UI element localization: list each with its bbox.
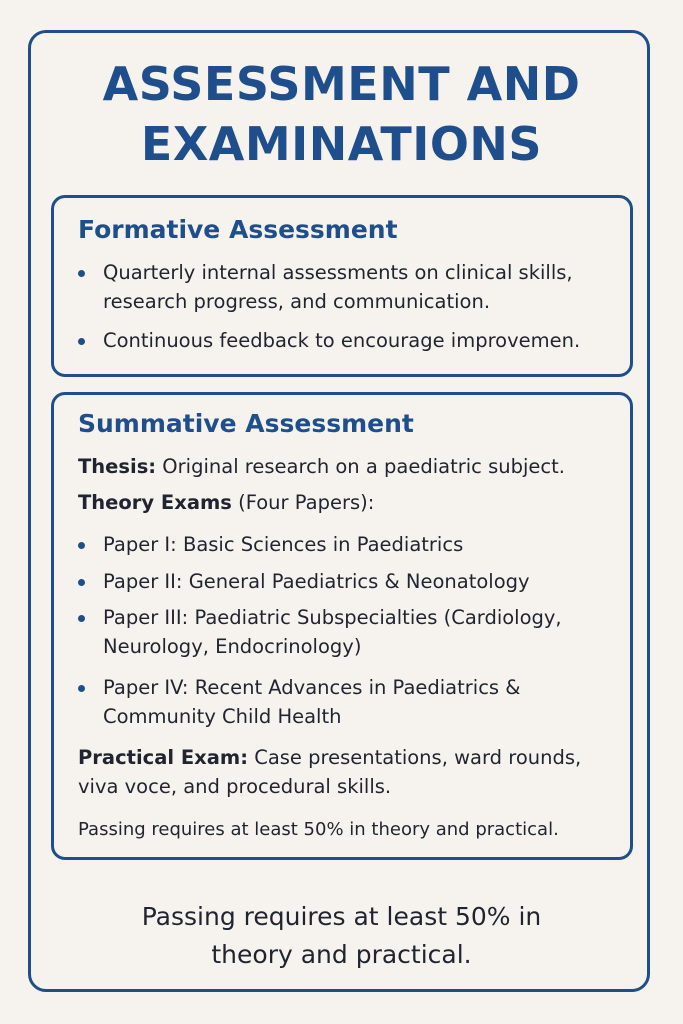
title-line-2: EXAMINATIONS [140,117,543,171]
thesis-label: Thesis: [78,455,157,478]
formative-heading: Formative Assessment [78,215,398,244]
summative-passing-note: Passing requires at least 50% in theory and practical. [78,819,559,840]
paper-4-item: Paper IV: Recent Advances in Paediatrics & Community Child Health [78,673,570,731]
thesis-line [78,452,620,481]
paper-3-item: Paper III: Paediatric Subspecialties (Cardiology, Neurology, Endocrinology) [78,603,570,661]
practical-label: Practical Exam: [78,746,248,769]
footer-passing-note [0,898,683,974]
summative-heading: Summative Assessment [78,409,414,438]
footer-text: Passing requires at least 50% in theory and practical. [141,902,542,969]
theory-label: Theory Exams [78,491,232,514]
formative-assessment-section [51,195,633,377]
paper-2-item: Paper II: General Paediatrics & Neonatology [78,567,620,596]
summative-assessment-section [51,392,633,860]
page-title [0,54,683,174]
theory-exams-line [78,488,620,517]
paper-1-item: Paper I: Basic Sciences in Paediatrics [78,530,620,559]
practical-text: Case presentations, ward rounds, viva voce, and procedural skills. [78,746,582,798]
formative-bullet-1: Quarterly internal assessments on clinical skills, research progress, and communication. [78,258,620,316]
practical-exam-line [78,743,620,801]
thesis-text: Original research on a paediatric subject. [156,455,565,478]
title-line-1: ASSESSMENT AND [102,57,581,111]
formative-bullet-2: Continuous feedback to encourage improvemen. [78,326,620,355]
theory-text: (Four Papers): [231,491,375,514]
